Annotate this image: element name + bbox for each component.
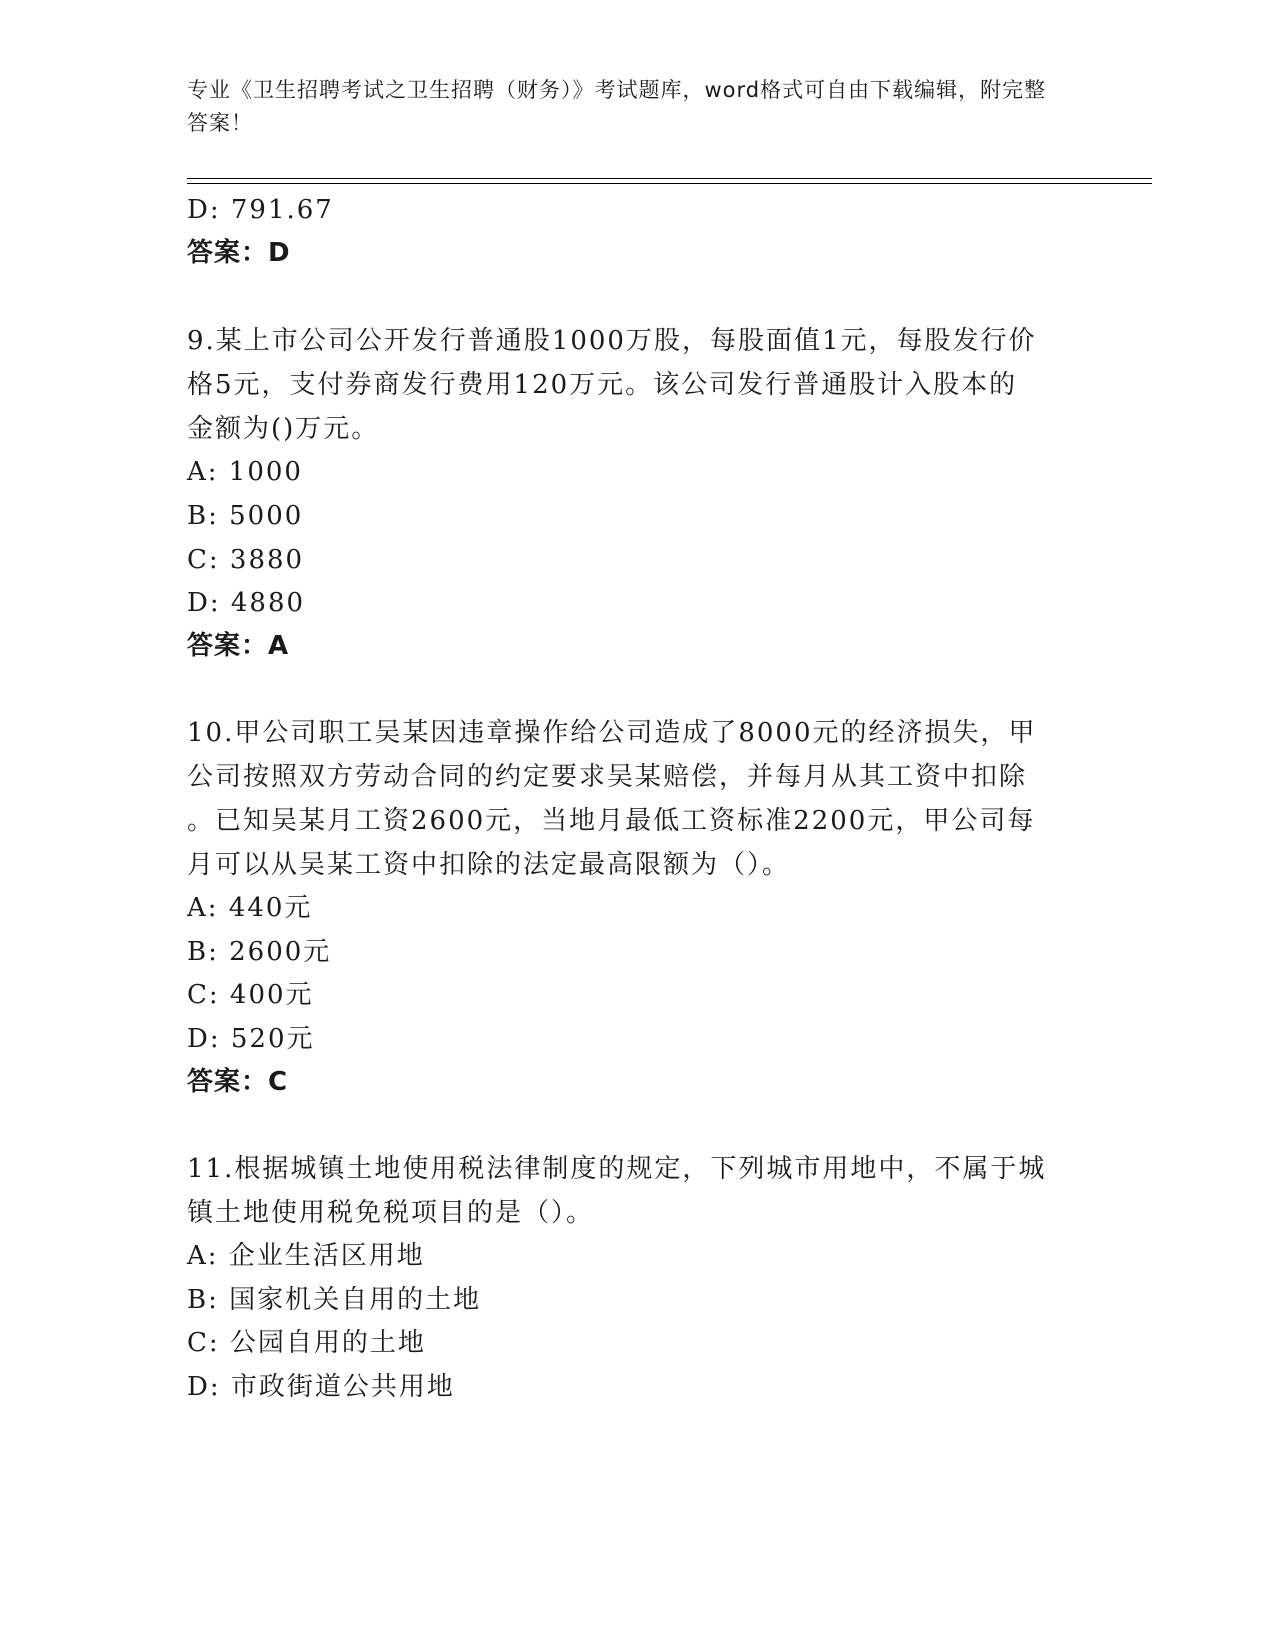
q10-option-c: C: 400元 [187,980,314,1010]
q10-stem-line-2: 公司按照双方劳动合同的约定要求吴某赔偿，并每月从其工资中扣除 [187,762,1028,792]
q9-stem-line-2: 格5元，支付券商发行费用120万元。该公司发行普通股计入股本的 [187,370,1018,400]
q9-option-d: D: 4880 [187,588,306,618]
q11-option-a: A: 企业生活区用地 [187,1241,425,1271]
header-rule-bottom [187,183,1152,184]
q10-option-d: D: 520元 [187,1024,315,1054]
q10-stem-line-4: 月可以从吴某工资中扣除的法定最高限额为（）。 [187,850,791,880]
prev-answer: 答案：D [187,238,291,268]
q11-stem-line-1: 11.根据城镇土地使用税法律制度的规定，下列城市用地中，不属于城 [187,1154,1047,1184]
header-rule-top [187,178,1152,179]
q9-stem-line-1: 9.某上市公司公开发行普通股1000万股，每股面值1元，每股发行价 [187,326,1037,356]
q11-option-d: D: 市政街道公共用地 [187,1372,455,1402]
document-header: 专业《卫生招聘考试之卫生招聘（财务）》考试题库，word格式可自由下载编辑，附完整答案！ [187,78,1047,135]
q10-stem-line-3: 。已知吴某月工资2600元，当地月最低工资标准2200元，甲公司每 [187,806,1036,836]
q9-option-a: A: 1000 [187,457,303,487]
q9-stem-line-3: 金额为()万元。 [187,414,380,444]
q10-option-a: A: 440元 [187,893,313,923]
q11-option-b: B: 国家机关自用的土地 [187,1285,482,1315]
q10-option-b: B: 2600元 [187,937,332,967]
q9-option-c: C: 3880 [187,545,305,575]
q11-stem-line-2: 镇土地使用税免税项目的是（）。 [187,1198,595,1228]
q9-option-b: B: 5000 [187,501,304,531]
q10-stem-line-1: 10.甲公司职工吴某因违章操作给公司造成了8000元的经济损失，甲 [187,718,1037,748]
q9-answer: 答案：A [187,631,290,661]
q10-answer: 答案：C [187,1067,289,1097]
q11-option-c: C: 公园自用的土地 [187,1328,426,1358]
prev-option-d: D: 791.67 [187,195,334,225]
